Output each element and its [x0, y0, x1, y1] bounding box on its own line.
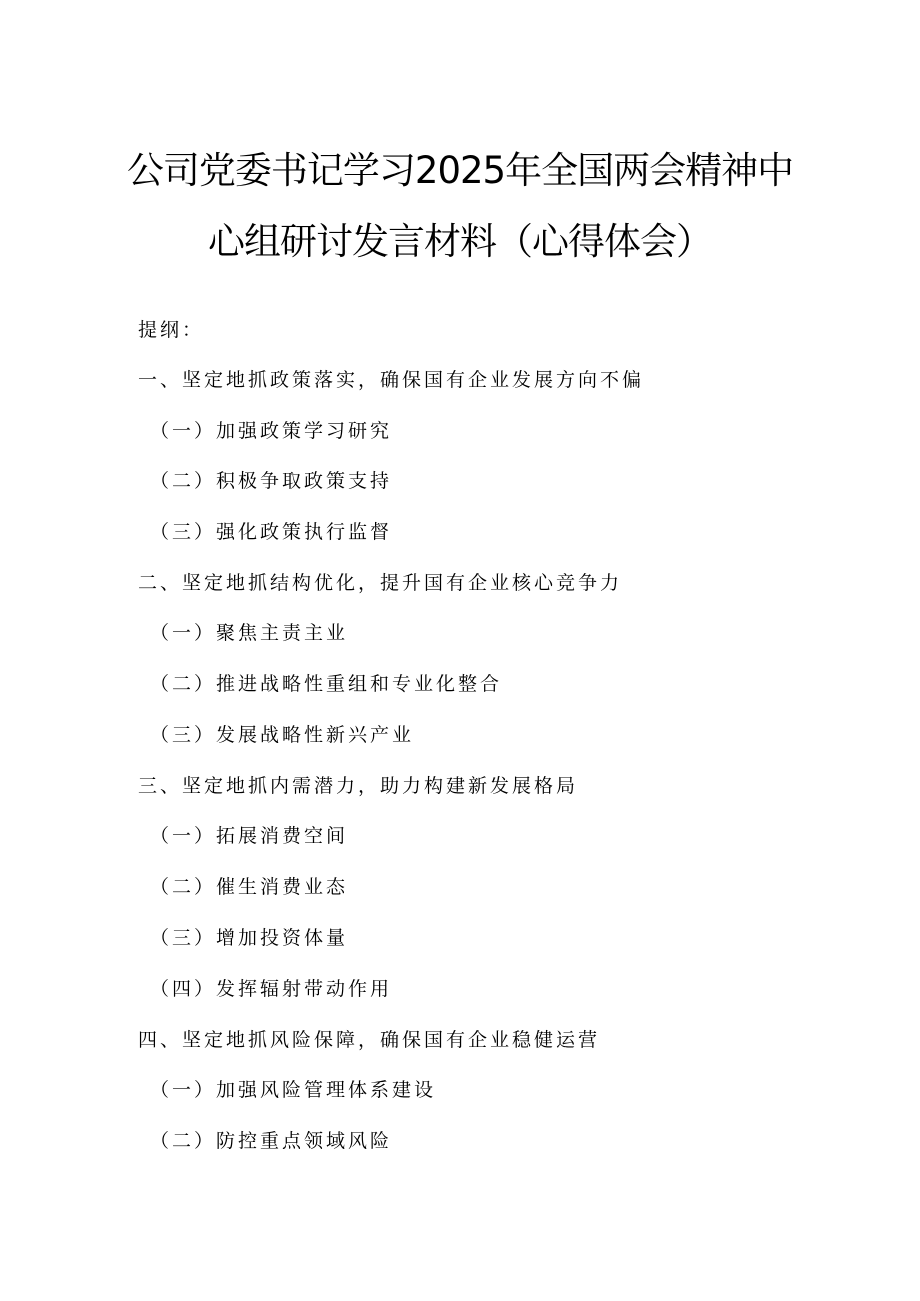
section-1-item-2: （二）积极争取政策支持 [150, 470, 393, 492]
document-title-line-1: 公司党委书记学习2025年全国两会精神中 [126, 149, 794, 192]
section-1-item-1: （一）加强政策学习研究 [150, 420, 393, 442]
section-2-item-1: （一）聚焦主责主业 [150, 622, 349, 644]
section-heading-1: 一、坚定地抓政策落实，确保国有企业发展方向不偏 [138, 369, 645, 391]
section-heading-4: 四、坚定地抓风险保障，确保国有企业稳健运营 [138, 1029, 601, 1051]
section-3-item-4: （四）发挥辐射带动作用 [150, 978, 393, 1000]
outline-label: 提纲： [138, 319, 205, 341]
section-heading-3: 三、坚定地抓内需潜力，助力构建新发展格局 [138, 775, 579, 797]
section-3-item-2: （二）催生消费业态 [150, 876, 349, 898]
document-title-line-2: 心组研讨发言材料（心得体会） [208, 220, 712, 263]
section-2-item-3: （三）发展战略性新兴产业 [150, 724, 415, 746]
section-4-item-2: （二）防控重点领域风险 [150, 1130, 393, 1152]
section-3-item-1: （一）拓展消费空间 [150, 825, 349, 847]
section-3-item-3: （三）增加投资体量 [150, 927, 349, 949]
section-heading-2: 二、坚定地抓结构优化，提升国有企业核心竞争力 [138, 572, 623, 594]
section-1-item-3: （三）强化政策执行监督 [150, 521, 393, 543]
section-2-item-2: （二）推进战略性重组和专业化整合 [150, 673, 503, 695]
section-4-item-1: （一）加强风险管理体系建设 [150, 1079, 437, 1101]
